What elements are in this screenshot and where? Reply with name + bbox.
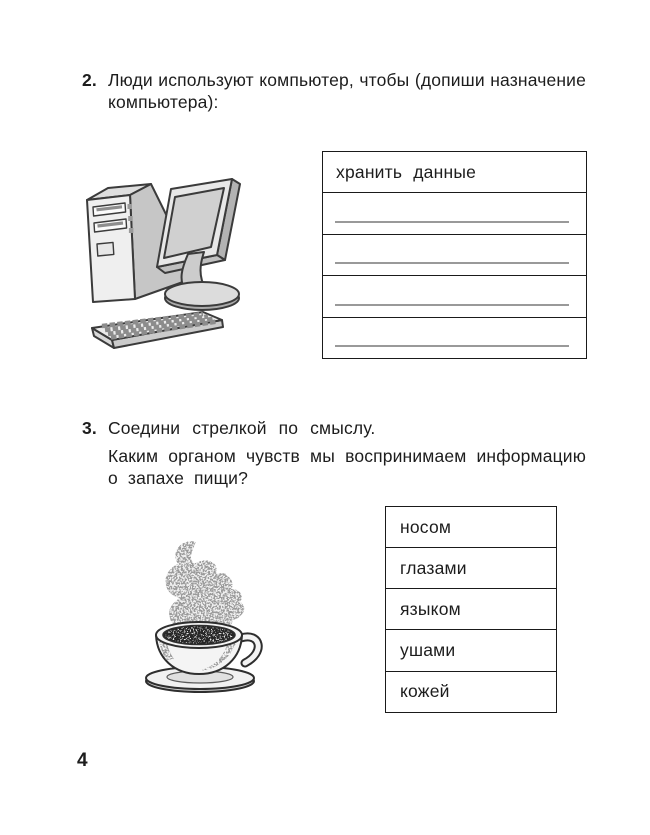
option-label: носом	[400, 516, 452, 537]
option-row-nose[interactable]	[386, 507, 556, 547]
question3-question-line2: о запахе пищи?	[108, 467, 248, 488]
writing-line[interactable]	[335, 345, 569, 347]
question3-instruction: Соедини стрелкой по смыслу.	[108, 418, 376, 438]
option-row-ears[interactable]	[386, 629, 556, 670]
table-row-blank-1[interactable]	[323, 192, 586, 234]
question3-question	[108, 446, 586, 489]
question2-prompt-line2: компьютера):	[108, 91, 219, 112]
option-row-skin[interactable]	[386, 671, 556, 712]
question3-question-line1: Каким органом чувств мы воспринимаем информацию	[108, 446, 586, 466]
question2-header	[82, 70, 586, 113]
desktop-computer-illustration	[72, 168, 277, 364]
option-label: языком	[400, 598, 461, 619]
filled-answer-text: хранить данные	[336, 161, 477, 182]
option-row-eyes[interactable]	[386, 547, 556, 588]
option-label: ушами	[400, 639, 456, 660]
option-label: глазами	[400, 557, 467, 578]
option-label: кожей	[400, 681, 450, 702]
writing-line[interactable]	[335, 221, 569, 223]
question2-prompt-line1: Люди используют компьютер, чтобы (допиши назначение	[108, 70, 586, 90]
table-row-blank-2[interactable]	[323, 234, 586, 276]
question3-header	[82, 418, 586, 440]
steaming-cup-illustration	[136, 532, 273, 699]
question3-number: 3.	[82, 418, 97, 438]
page-number: 4	[77, 750, 88, 771]
question2-prompt	[108, 70, 586, 113]
sense-options-table	[385, 506, 557, 713]
option-row-tongue[interactable]	[386, 588, 556, 629]
table-row-filled	[323, 152, 586, 192]
question2-number: 2.	[82, 70, 97, 90]
writing-line[interactable]	[335, 262, 569, 264]
table-row-blank-3[interactable]	[323, 275, 586, 317]
computer-purposes-table	[322, 151, 587, 359]
table-row-blank-4[interactable]	[323, 317, 586, 359]
writing-line[interactable]	[335, 304, 569, 306]
